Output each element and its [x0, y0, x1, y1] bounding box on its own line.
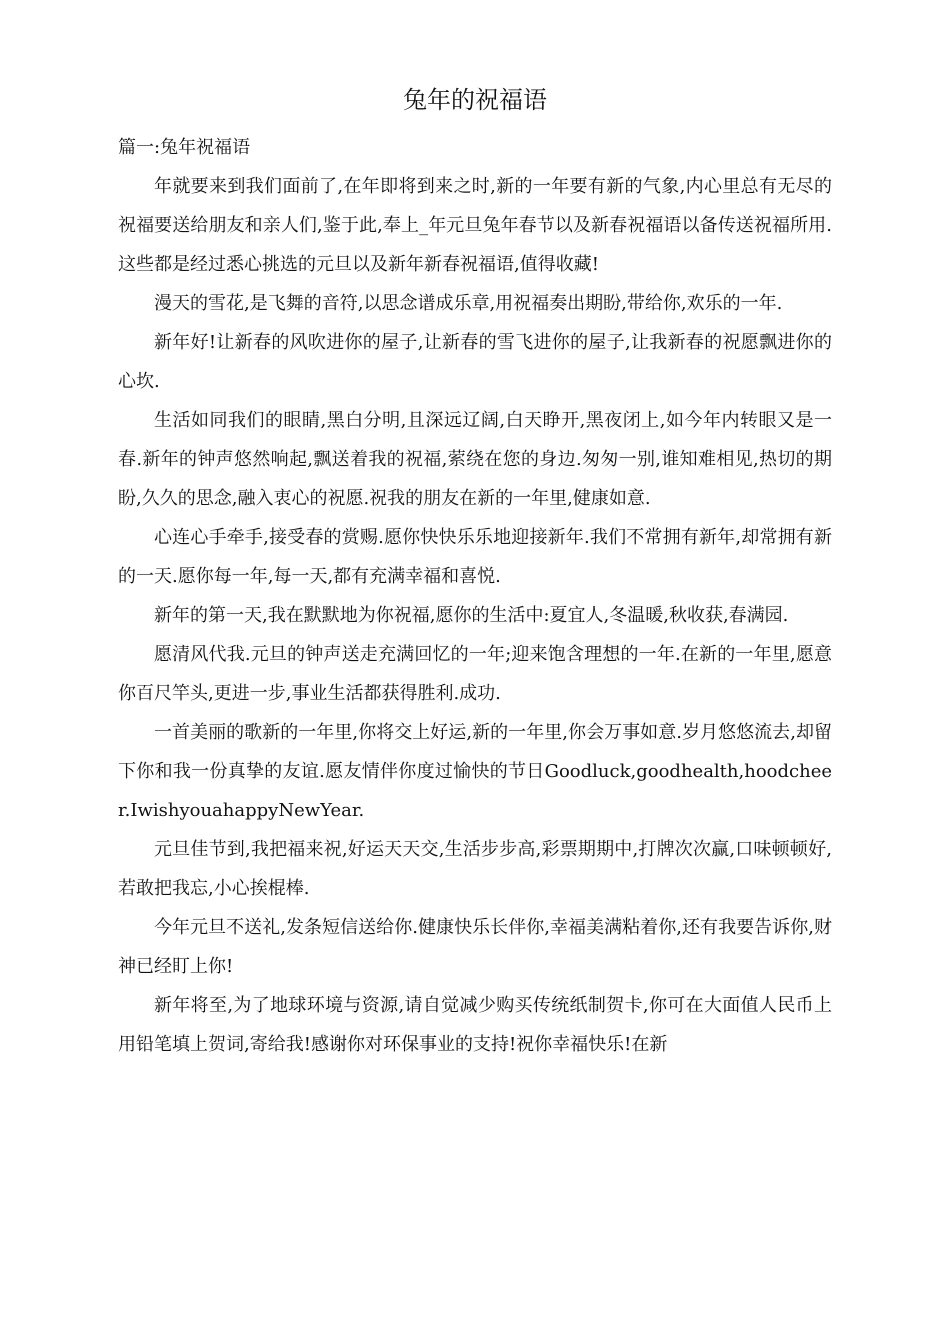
paragraph: 年就要来到我们面前了,在年即将到来之时,新的一年要有新的气象,内心里总有无尽的祝福要送给朋友和亲人们,鉴于此,奉上_年元旦兔年春节以及新春祝福语以备传送祝福所用.这些都是经过悉心挑选的元旦以及新年新春祝福语,值得收藏!: [118, 176, 832, 275]
paragraph: 新年将至,为了地球环境与资源,请自觉减少购买传统纸制贺卡,你可在大面值人民币上用铅笔填上贺词,寄给我!感谢你对环保事业的支持!祝你幸福快乐!在新: [118, 995, 832, 1055]
section-heading: 篇一:兔年祝福语: [118, 137, 251, 158]
paragraph: 今年元旦不送礼,发条短信送给你.健康快乐长伴你,幸福美满粘着你,还有我要告诉你,财神已经盯上你!: [118, 917, 832, 977]
paragraph: 生活如同我们的眼睛,黑白分明,且深远辽阔,白天睁开,黑夜闭上,如今年内转眼又是一春.新年的钟声悠然响起,飘送着我的祝福,萦绕在您的身边.匆匆一别,谁知难相见,热切的期盼,久久的思念,融入衷心的祝愿.祝我的朋友在新的一年里,健康如意.: [118, 410, 832, 509]
paragraph: 新年好!让新春的风吹进你的屋子,让新春的雪飞进你的屋子,让我新春的祝愿飘进你的心坎.: [118, 332, 832, 392]
paragraph: 漫天的雪花,是飞舞的音符,以思念谱成乐章,用祝福奏出期盼,带给你,欢乐的一年.: [154, 293, 783, 314]
paragraph: 新年的第一天,我在默默地为你祝福,愿你的生活中:夏宜人,冬温暖,秋收获,春满园.: [154, 605, 789, 626]
paragraph: 愿清风代我.元旦的钟声送走充满回忆的一年;迎来饱含理想的一年.在新的一年里,愿意你百尺竿头,更进一步,事业生活都获得胜利.成功.: [118, 644, 832, 704]
document-title: 兔年的祝福语: [403, 86, 547, 114]
paragraph: 元旦佳节到,我把福来祝,好运天天交,生活步步高,彩票期期中,打牌次次赢,口味顿顿好,若敢把我忘,小心挨棍棒.: [118, 839, 832, 899]
document-page: [118, 80, 832, 1064]
paragraph: 一首美丽的歌新的一年里,你将交上好运,新的一年里,你会万事如意.岁月悠悠流去,却留下你和我一份真挚的友谊.愿友情伴你度过愉快的节日Goodluck,goodhealth,hoodcheer.IwishyouahappyNewYear.: [118, 722, 832, 821]
paragraph: 心连心手牵手,接受春的赏赐.愿你快快乐乐地迎接新年.我们不常拥有新年,却常拥有新的一天.愿你每一年,每一天,都有充满幸福和喜悦.: [118, 527, 832, 587]
